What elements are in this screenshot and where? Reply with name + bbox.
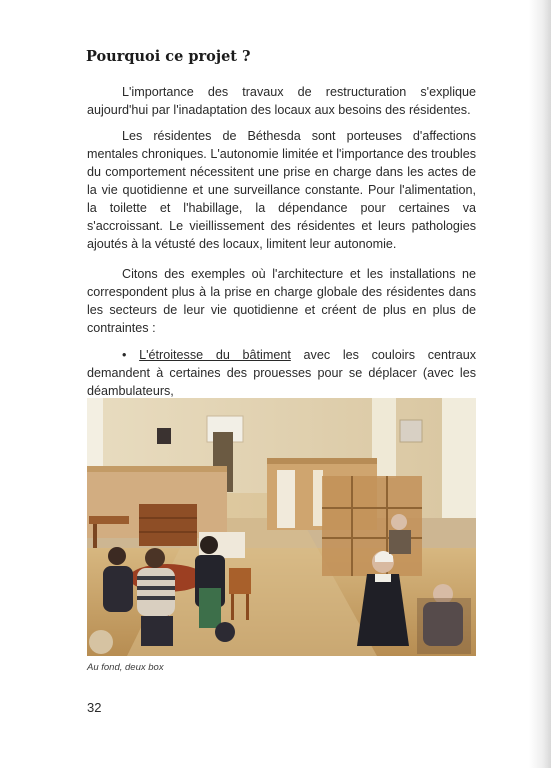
- interior-photo: [87, 398, 476, 656]
- person-striped-top: [137, 568, 175, 616]
- section-heading: Pourquoi ce projet ?: [86, 48, 251, 65]
- page-number: 32: [87, 700, 102, 715]
- paragraph-intro: L'importance des travaux de restructuration s'explique aujourd'hui par l'inadaptation des locaux aux besoins des résidentes.: [87, 85, 476, 117]
- paragraph-residents: Les résidentes de Béthesda sont porteuses d'affections mentales chroniques. L'autonomie limitée et l'importance des troubles du comportement nécessitent une prise en charge dans les actes de la vie quotidienne et une surveillance constante. Pour l'alimentation, la toilette et l'habillage, la dépendance pour certaines va s'accroissant. Le vieillissement des résidentes et leurs pathologies ajoutés à la vétusté des locaux, limitent leur autonomie.: [87, 129, 476, 251]
- right-window: [442, 398, 476, 518]
- paragraph-examples: Citons des exemples où l'architecture et les installations ne correspondent plus à la prise en charge globale des résidentes dans les secteurs de leur vie quotidienne et créent de plus en plus de contraintes :: [87, 267, 476, 335]
- person-seated-left: [103, 566, 133, 612]
- paragraph-bullet-narrowness: [87, 346, 476, 400]
- photo-caption: Au fond, deux box: [87, 662, 164, 673]
- dresser: [139, 504, 197, 546]
- underlined-phrase: L'étroitesse du bâtiment: [139, 348, 291, 362]
- bullet-marker: •: [122, 348, 127, 362]
- wall-picture: [157, 428, 171, 444]
- shelving-unit: [322, 476, 422, 576]
- bullet-text: avec les couloirs centraux demandent à certaines des prouesses pour se déplacer (avec les déambulateurs,: [87, 348, 477, 398]
